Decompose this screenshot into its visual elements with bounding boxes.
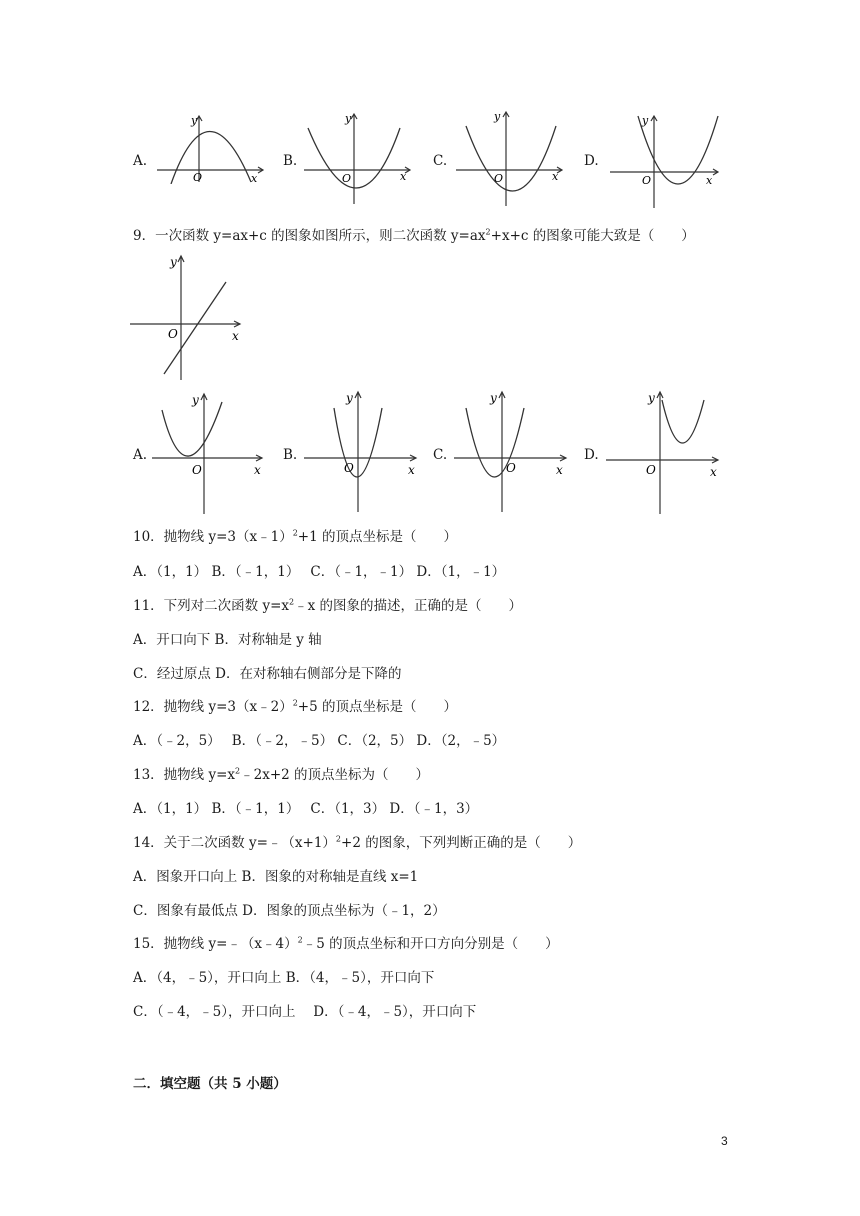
axis-y-label: y [346,391,353,405]
page-number: 3 [721,1134,728,1148]
question-13: 13．抛物线 $y=x^2﹣2x+2$ 的顶点坐标为（ ） [133,766,430,783]
origin-label: O [342,172,352,185]
question-15-options-2: C．（﹣4，﹣5），开口向上 D．（﹣4，﹣5），开口向下 [133,1004,477,1020]
question-11-options-1: A．开口向下 B．对称轴是 y 轴 [133,632,322,648]
q9-linear-figure [128,252,246,382]
question-15: 15．抛物线 y=﹣（x﹣4）$^2$﹣5 的顶点坐标和开口方向分别是（ ） [133,935,559,952]
origin-label: O [168,327,178,341]
axis-x-label: x [251,172,258,184]
question-10: 10．抛物线 y=3（x﹣1）$^2$+1 的顶点坐标是（ ） [133,528,457,545]
origin-label: O [642,174,652,187]
q9-graph-c [452,386,570,514]
axis-y-label: y [642,114,649,127]
q9-graph-d [604,386,722,516]
q8-graph-b [300,108,415,208]
axis-x-label: x [408,463,415,477]
axis-y-label: y [191,114,198,127]
axis-x-label: x [400,170,407,183]
axis-x-label: x [552,170,559,183]
axis-y-label: y [494,110,501,123]
origin-label: O [192,463,202,477]
q9-option-b-label: B. [283,447,298,463]
question-10-options: A．（1，1） B．（﹣1，1） C．（﹣1，﹣1） D．（1，﹣1） [133,564,506,580]
axis-y-label: y [345,112,352,125]
q8-option-a-label: A. [133,153,148,169]
q9-option-c-label: C. [433,447,448,463]
q8-option-d-label: D. [584,153,599,169]
question-11: 11．下列对二次函数 $y=x^2﹣x$ 的图象的描述，正确的是（ ） [133,597,523,614]
q9-option-d-label: D. [584,447,599,463]
origin-label: O [344,461,354,475]
axis-x-label: x [232,329,239,343]
q8-graph-a [153,112,268,184]
question-12: 12．抛物线 y=3（x﹣2）$^2$+5 的顶点坐标是（ ） [133,698,457,715]
axis-x-label: x [710,465,717,479]
question-9: 9．一次函数 y=ax+c 的图象如图所示，则二次函数 $y=ax^2+x+c$ 的图象可能大致是（ ） [133,227,695,244]
origin-label: O [506,461,516,475]
axis-x-label: x [706,174,713,187]
axis-y-label: y [192,393,199,407]
axis-y-label: y [170,255,177,269]
question-14-options-1: A．图象开口向上 B．图象的对称轴是直线 x=1 [133,869,419,885]
question-12-options: A．（﹣2，5） B．（﹣2，﹣5） C．（2，5） D．（2，﹣5） [133,733,506,749]
question-11-options-2: C．经过原点 D．在对称轴右侧部分是下降的 [133,666,402,682]
origin-label: O [646,463,656,477]
question-14: 14．关于二次函数 $y=﹣(x+1)^2+2$ 的图象，下列判断正确的是（ ） [133,834,582,851]
q8-option-c-label: C. [433,153,448,169]
q8-graph-d [606,112,724,212]
axis-x-label: x [556,463,563,477]
q9-option-a-label: A. [133,447,148,463]
question-14-options-2: C．图象有最低点 D．图象的顶点坐标为（﹣1，2） [133,903,446,919]
q9-graph-b [302,386,420,514]
axis-y-label: y [490,391,497,405]
axis-x-label: x [254,463,261,477]
section-title: 二．填空题（共 5 小题） [133,1076,287,1092]
q8-option-b-label: B. [283,153,298,169]
question-13-options: A．（1，1） B．（﹣1，1） C．（1，3） D．（﹣1，3） [133,801,479,817]
q9-graph-a [150,388,265,516]
axis-y-label: y [648,391,655,405]
q8-graph-c [452,106,567,206]
origin-label: O [494,172,504,185]
question-15-options-1: A．（4，﹣5），开口向上 B．（4，﹣5），开口向下 [133,970,435,986]
origin-label: O [193,171,203,184]
